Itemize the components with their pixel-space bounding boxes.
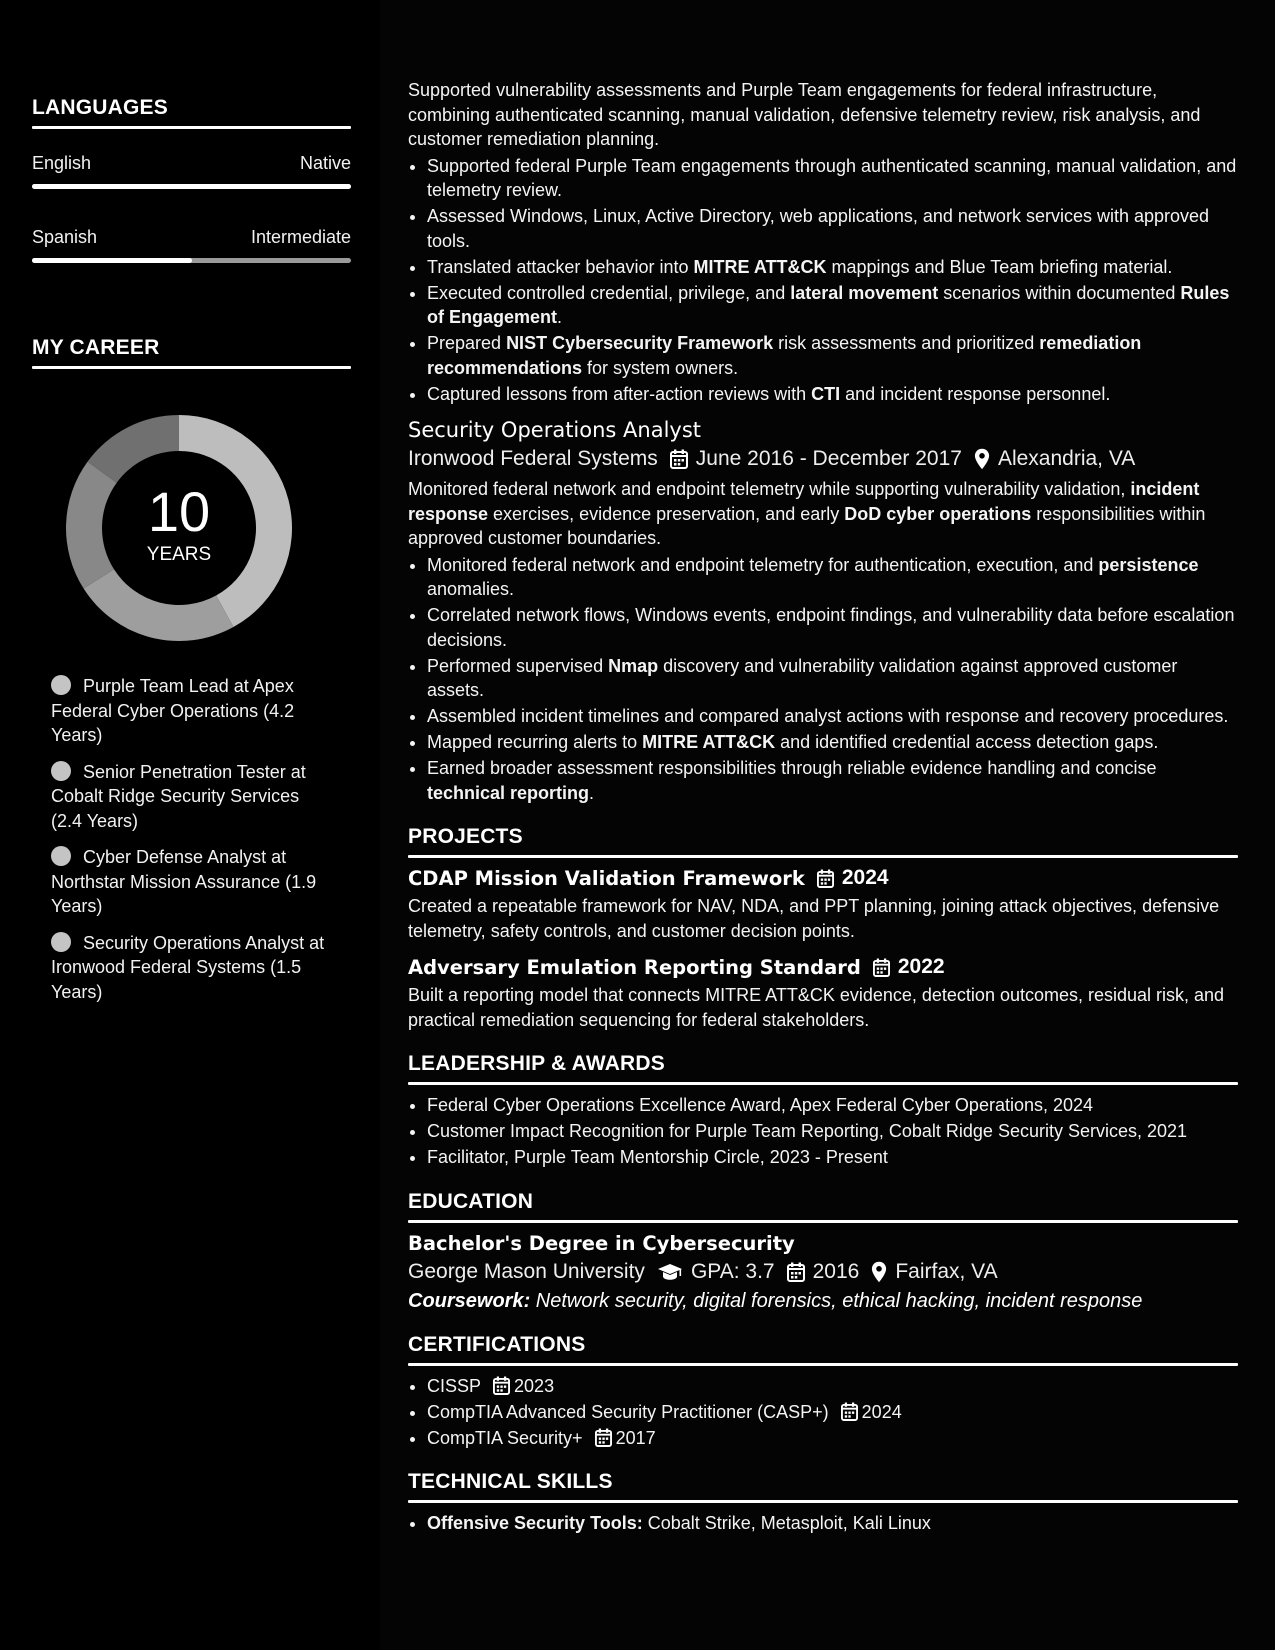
- awards-title: LEADERSHIP & AWARDS: [408, 1052, 665, 1075]
- career-section: [32, 336, 351, 369]
- skills-list: [408, 1511, 1238, 1536]
- coursework-label: Coursework:: [408, 1289, 531, 1312]
- calendar-icon: [595, 1428, 612, 1447]
- text-run: anomalies.: [427, 579, 515, 599]
- bullet-item: [427, 553, 1238, 602]
- job-bullets: [408, 553, 1238, 806]
- job-summary: [408, 477, 1238, 551]
- award-item: • Federal Cyber Operations Excellence Award, Apex Federal Cyber Operations, 2024: [427, 1093, 1238, 1118]
- bold-text: CTI: [811, 383, 841, 404]
- certification-year: 2017: [615, 1427, 656, 1448]
- prev-job-bullets: [408, 154, 1238, 407]
- prev-job-summary: Supported vulnerability assessments and Purple Team engagements for federal infrastructure, combining authenticated scanning, manual validation, defensive telemetry review, risk analysis, and customer remediation planning.: [408, 80, 1201, 149]
- career-total-unit: YEARS: [146, 544, 212, 565]
- career-total-years: 10: [147, 480, 211, 543]
- skills-section: [408, 1470, 1238, 1536]
- project-year: 2024: [841, 866, 889, 889]
- language-row: [32, 227, 351, 248]
- job-location: Alexandria, VA: [997, 447, 1136, 470]
- bullet-item: [427, 704, 1238, 729]
- text-run: Mapped recurring alerts to: [427, 732, 643, 752]
- school-location: Fairfax, VA: [895, 1259, 998, 1283]
- text-run: mappings and Blue Team briefing material.: [826, 256, 1173, 277]
- bold-text: NIST Cybersecurity Framework: [506, 333, 774, 353]
- text-run: and identified credential access detection gaps.: [775, 732, 1159, 752]
- skill-label: Offensive Security Tools:: [427, 1513, 643, 1533]
- project-item: [408, 866, 1238, 943]
- calendar-icon: [670, 449, 688, 469]
- bold-text: Nmap: [608, 655, 659, 676]
- bullet-item: [427, 603, 1238, 652]
- text-run: responsibilities within approved customer boundaries.: [408, 503, 1206, 548]
- language-name: English: [32, 153, 92, 173]
- languages-section: [32, 96, 351, 263]
- projects-rule: [408, 855, 1238, 858]
- calendar-icon: [493, 1376, 510, 1395]
- bold-text: MITRE ATT&CK: [642, 732, 776, 752]
- career-dot-icon: [51, 846, 71, 866]
- certifications-rule: [408, 1363, 1238, 1366]
- certification-row: [427, 1374, 1238, 1399]
- bold-text: persistence: [1098, 554, 1199, 575]
- text-run: Monitored federal network and endpoint telemetry for authentication, execution, and: [427, 554, 1099, 575]
- project-year: 2022: [897, 955, 945, 978]
- coursework-text: Network security, digital forensics, ethical hacking, incident response: [530, 1289, 1143, 1312]
- certification-name: • CISSP: [427, 1375, 482, 1396]
- text-run: Correlated network flows, Windows events, endpoint findings, and vulnerability data before escalation decisions.: [427, 605, 1235, 650]
- certifications-list: [408, 1374, 1238, 1451]
- career-title: MY CAREER: [32, 336, 160, 359]
- job-title: Security Operations Analyst: [408, 418, 702, 442]
- gpa: GPA: 3.7: [690, 1259, 775, 1283]
- text-run: Executed controlled credential, privilege, and: [427, 282, 791, 303]
- certification-name: • CompTIA Advanced Security Practitioner (CASP+): [427, 1401, 829, 1422]
- text-run: Captured lessons from after-action reviews with: [427, 383, 812, 404]
- career-donut-chart: [66, 415, 292, 641]
- bold-text: lateral movement: [790, 282, 939, 303]
- skills-title: TECHNICAL SKILLS: [408, 1470, 613, 1493]
- text-run: Translated attacker behavior into: [427, 256, 694, 277]
- school-name: George Mason University: [408, 1259, 645, 1283]
- career-item: [51, 760, 326, 834]
- text-run: Supported federal Purple Team engagements through authenticated scanning, manual validation, and telemetry review.: [427, 155, 1237, 200]
- text-run: Monitored federal network and endpoint telemetry while supporting vulnerability validation,: [408, 479, 1131, 499]
- education-section: [408, 1190, 1238, 1313]
- calendar-icon: [787, 1262, 805, 1282]
- certifications-title: CERTIFICATIONS: [408, 1332, 586, 1356]
- career-item-text: Security Operations Analyst at Ironwood Federal Systems (1.5 Years): [51, 932, 325, 1002]
- degree-title: Bachelor's Degree in Cybersecurity: [408, 1231, 795, 1255]
- text-run: .: [557, 307, 563, 327]
- bullet-item: [427, 654, 1238, 703]
- project-name: Adversary Emulation Reporting Standard: [408, 955, 861, 979]
- career-item: [51, 931, 326, 1005]
- career-dot-icon: [51, 675, 71, 695]
- certification-row: [427, 1400, 1238, 1425]
- resume-content: [408, 78, 1238, 1537]
- bullet-item: [427, 382, 1238, 407]
- text-run: and incident response personnel.: [840, 383, 1111, 404]
- bullet-item: [427, 756, 1238, 805]
- projects-section: [408, 825, 1238, 1032]
- calendar-icon: [817, 869, 834, 888]
- language-level: Native: [299, 153, 351, 173]
- text-run: exercises, evidence preservation, and early: [488, 503, 845, 524]
- career-rule: [32, 366, 351, 369]
- awards-list: [408, 1093, 1238, 1170]
- certification-name: • CompTIA Security+: [427, 1427, 583, 1448]
- project-description: Created a repeatable framework for NAV, NDA, and PPT planning, joining attack objectives, defensive telemetry, safety controls, and customer decision points.: [408, 896, 1220, 941]
- text-run: risk assessments and prioritized: [773, 333, 1040, 353]
- text-run: scenarios within documented: [938, 282, 1181, 303]
- bullet-item: [427, 154, 1238, 203]
- project-name: CDAP Mission Validation Framework: [408, 866, 805, 890]
- projects-title: PROJECTS: [408, 825, 523, 848]
- education-title: EDUCATION: [408, 1189, 534, 1213]
- languages-rule: [32, 126, 351, 129]
- coursework: [408, 1290, 1238, 1313]
- graduation-cap-icon: [657, 1263, 683, 1281]
- language-bar-fill: [32, 184, 351, 189]
- skill-value: Cobalt Strike, Metasploit, Kali Linux: [642, 1513, 931, 1533]
- language-bar-track: [32, 184, 351, 189]
- bold-text: technical reporting: [427, 782, 590, 803]
- calendar-icon: [873, 958, 890, 977]
- graduation-year: 2016: [812, 1259, 860, 1283]
- certification-item: [427, 1426, 1238, 1451]
- award-item: • Customer Impact Recognition for Purple Team Reporting, Cobalt Ridge Security Services, 2021: [427, 1119, 1238, 1144]
- career-item: [51, 845, 326, 919]
- education-rule: [408, 1220, 1238, 1223]
- text-run: Performed supervised: [427, 655, 609, 676]
- job-company: Ironwood Federal Systems: [408, 447, 658, 470]
- text-run: .: [589, 782, 595, 803]
- text-run: Assessed Windows, Linux, Active Directory, web applications, and network services with approved tools.: [427, 206, 1210, 251]
- career-item-text: Purple Team Lead at Apex Federal Cyber Operations (4.2 Years): [51, 676, 295, 745]
- language-bar-track: [32, 258, 351, 263]
- projects-list: [408, 866, 1238, 1032]
- certifications-section: [408, 1333, 1238, 1451]
- career-list: [51, 674, 326, 1016]
- skills-rule: [408, 1500, 1238, 1503]
- calendar-icon: [841, 1402, 858, 1421]
- donut-center: [66, 415, 292, 641]
- certification-item: [427, 1400, 1238, 1425]
- bullet-item: [427, 281, 1238, 330]
- text-run: Prepared: [427, 333, 507, 353]
- skill-item: [427, 1511, 1238, 1536]
- bold-text: MITRE ATT&CK: [693, 256, 827, 277]
- languages-list: [32, 153, 351, 263]
- award-item: • Facilitator, Purple Team Mentorship Circle, 2023 - Present: [427, 1145, 1238, 1170]
- bullet-item: [427, 204, 1238, 253]
- project-description: Built a reporting model that connects MITRE ATT&CK evidence, detection outcomes, residual risk, and practical remediation sequencing for federal stakeholders.: [408, 985, 1225, 1030]
- career-dot-icon: [51, 932, 71, 952]
- certification-year: 2023: [514, 1375, 555, 1396]
- career-item-text: Senior Penetration Tester at Cobalt Ridge Security Services (2.4 Years): [51, 761, 306, 831]
- text-run: Assembled incident timelines and compared analyst actions with response and recovery procedures.: [427, 706, 1229, 726]
- text-run: discovery and vulnerability validation against approved customer assets.: [427, 655, 1178, 700]
- language-row: [32, 153, 351, 174]
- language-bar-fill: [32, 258, 192, 263]
- language-item: [32, 227, 351, 263]
- certification-item: [427, 1374, 1238, 1399]
- bold-text: Rules of Engagement: [427, 282, 1230, 327]
- education-meta: [408, 1260, 1238, 1284]
- bold-text: DoD cyber operations: [844, 503, 1032, 524]
- bold-text: incident response: [408, 479, 1200, 524]
- project-title: [408, 866, 1238, 890]
- certification-year: 2024: [861, 1401, 902, 1422]
- bold-text: remediation recommendations: [427, 333, 1142, 378]
- text-run: Earned broader assessment responsibilities through reliable evidence handling and concise: [427, 758, 1157, 778]
- awards-rule: [408, 1082, 1238, 1085]
- location-pin-icon: [871, 1261, 887, 1283]
- awards-section: [408, 1052, 1238, 1170]
- certification-row: [427, 1426, 1238, 1451]
- sidebar: [0, 0, 380, 1650]
- career-dot-icon: [51, 761, 71, 781]
- job-meta: [408, 447, 1238, 471]
- location-pin-icon: [974, 448, 990, 470]
- bullet-item: [427, 255, 1238, 280]
- language-item: [32, 153, 351, 189]
- project-item: [408, 955, 1238, 1032]
- career-item: [51, 674, 326, 748]
- text-run: for system owners.: [582, 357, 739, 378]
- languages-title: LANGUAGES: [32, 96, 168, 119]
- language-name: Spanish: [32, 227, 98, 247]
- project-title: [408, 955, 1238, 979]
- bullet-item: [427, 331, 1238, 380]
- career-item-text: Cyber Defense Analyst at Northstar Mission Assurance (1.9 Years): [51, 847, 317, 916]
- language-level: Intermediate: [250, 227, 351, 247]
- job-dates: June 2016 - December 2017: [695, 447, 962, 470]
- bullet-item: [427, 730, 1238, 755]
